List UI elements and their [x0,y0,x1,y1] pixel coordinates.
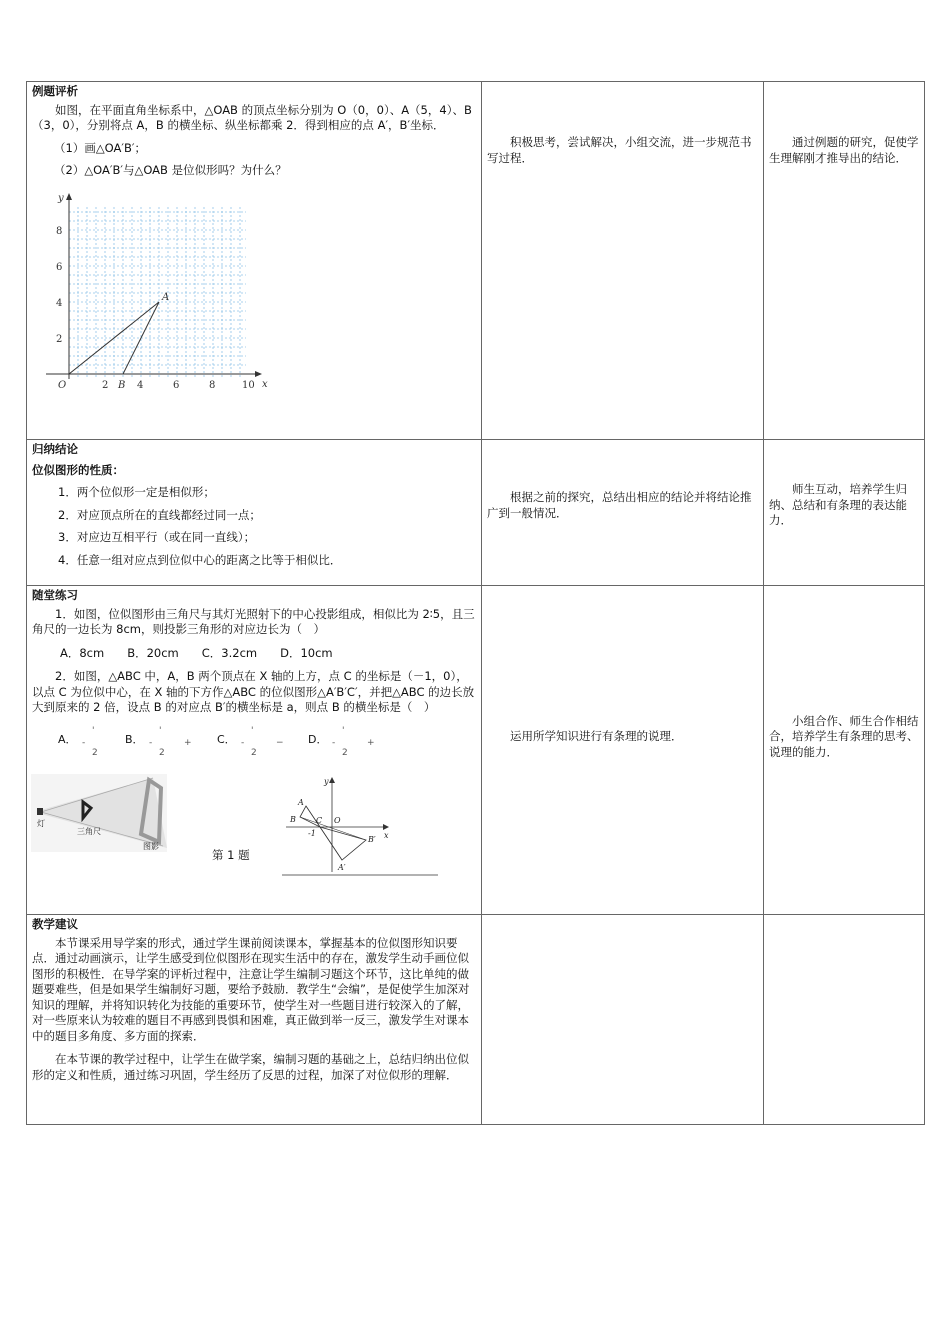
practice-student-cell [482,586,764,915]
example-student-activity: 积极思考，尝试解决，小组交流，进一步规范书写过程． [487,135,752,165]
lamp-label: 灯 [37,818,45,828]
graph-point-A: A [162,291,170,303]
example-intent-cell [764,82,925,440]
suggest-empty-cell-3 [764,915,925,1125]
example-question-1: （1）画△OA′B′； [54,140,146,155]
example-problem: 如图，在平面直角坐标系中，△OAB 的顶点坐标分别为 O（0，0）、A（5，4）、B（3，0），分别将点 A，B 的横坐标、纵坐标都乘 2．得到相应的点 A′，B′坐标． [32,102,472,132]
property-3: 3．对应边互相平行（或在同一直线）； [58,530,256,544]
lesson-table [26,81,925,1125]
x-tick-10: 10 [242,379,255,391]
fig2-O-label: O [334,815,341,825]
option-C: C． [217,732,236,746]
graph-y-label: y [58,192,64,204]
practice-intent-cell [764,586,925,915]
practice-question-1: 1．如图，位似图形由三角尺与其灯光照射下的中心投影组成，相似比为 2∶5，且三角尺的一边长为 8cm，则投影三角形的对应边长为（ ） [32,606,475,636]
practice-question-1-options: A．8cm B．20cm C．3.2cm D．10cm [60,645,333,660]
fig2-Ap-label: A′ [338,862,346,872]
fig2-C-label: C [316,815,323,825]
example-design-intent: 通过例题的研究，促使学生理解刚才推导出的结论． [769,135,919,165]
suggest-paragraph-2: 在本节课的教学过程中，让学生在做学案，编制习题的基础之上，总结归纳出位似形的定义和性质，通过练习巩固，学生经历了反思的过程，加深了对位似形的理解． [32,1052,469,1082]
summary-student-activity: 根据之前的探究，总结出相应的结论并将结论推广到一般情况． [487,490,752,520]
example-student-cell [482,82,764,440]
y-axis-arrow [66,193,72,200]
practice-figures [32,772,476,880]
coordinate-graph [36,187,276,397]
row-practice [27,586,925,915]
section-title-summary: 归纳结论 [32,442,78,456]
row-summary [27,440,925,586]
summary-subtitle: 位似图形的性质： [32,462,124,477]
fig2-x-label: x [384,830,389,840]
section-title-example: 例题评析 [32,84,78,98]
summary-design-intent: 师生互动，培养学生归纳、总结和有条理的表达能力． [769,482,907,528]
summary-student-cell [482,440,764,586]
fig2-y-label: y [324,776,329,786]
y-tick-8: 8 [56,225,63,237]
practice-question-2: 2．如图，△ABC 中，A，B 两个顶点在 X 轴的上方，点 C 的坐标是（－1，0），以点 C 为位似中心，在 X 轴的下方作△ABC 的位似图形△A′B′C′，并把△ABC 的边长放大到原来的 2 倍，设点 B 的对应点 B′的横坐标是 a，则点 B 的横坐标是（ ） [32,669,475,714]
suggest-empty-cell-2 [482,915,764,1125]
option-B: B． [125,732,144,746]
graph-x-label: x [262,378,268,390]
section-title-suggest: 教学建议 [32,917,78,931]
lamp-projection-figure [31,774,167,852]
y-tick-4: 4 [56,297,63,309]
practice-question-2-options: A． - ' 2 B． - ' 2 + C． - ' 2 − D． - ' 2 + [58,725,375,758]
practice-student-activity: 运用所学知识进行有条理的说理． [510,729,683,744]
suggest-cell [27,915,482,1125]
example-question-2: （2）△OA′B′与△OAB 是位似形吗？为什么？ [54,163,287,177]
y-tick-2: 2 [56,333,63,345]
dilation-figure [278,772,438,876]
figure-caption: 第 1 题 [212,847,250,862]
practice-cell [27,586,482,915]
property-2: 2．对应顶点所在的直线都经过同一点； [58,507,261,522]
row-suggest [27,915,925,1125]
row-example [27,82,925,440]
section-title-practice: 随堂练习 [32,588,78,602]
x-tick-8: 8 [209,379,216,391]
summary-intent-cell [764,440,925,586]
example-cell [27,82,482,440]
y-tick-6: 6 [56,261,63,273]
shadow-label: 图影 [143,841,159,851]
fig2-Bp-label: B′ [368,834,376,844]
fig2-A-label: A [298,797,304,807]
option-D: D． [308,732,328,746]
x-tick-2: 2 [102,379,109,391]
fig2-B-label: B [290,814,296,824]
practice-design-intent: 小组合作、师生合作相结合，培养学生有条理的思考、说理的能力． [769,713,919,759]
graph-origin-label: O [58,379,67,391]
option-A: A． [58,732,77,746]
fig2-minus1-label: -1 [308,828,316,838]
x-axis-arrow [255,371,262,377]
ruler-label: 三角尺 [77,826,101,836]
suggest-paragraph-1: 本节课采用导学案的形式，通过学生课前阅读课本，掌握基本的位似图形知识要点．通过动画演示，让学生感受到位似图形在现实生活中的存在，激发学生动手画位似图形的积极性．在导学案的评析过程中，注意让学生编制习题这个环节，这比单纯的做题要难些，但是如果学生编制好习题，要给予鼓励．教学生“会编”，是促使学生加深对知识的理解，并将知识转化为技能的重要环节，使学生对一些题目进行较深入的了解，对一些原来认为较难的题目不再感到畏惧和困难，真正做到举一反三，激发学生对课本中的题目多角度、多方面的探索． [32,935,470,1043]
summary-cell [27,440,482,586]
property-1: 1．两个位似形一定是相似形； [58,485,215,499]
x-tick-4: 4 [137,379,144,391]
x-tick-6: 6 [173,379,180,391]
lamp-icon [37,808,43,815]
graph-point-B: B [118,379,126,391]
property-4: 4．任意一组对应点到位似中心的距离之比等于相似比． [58,552,342,567]
